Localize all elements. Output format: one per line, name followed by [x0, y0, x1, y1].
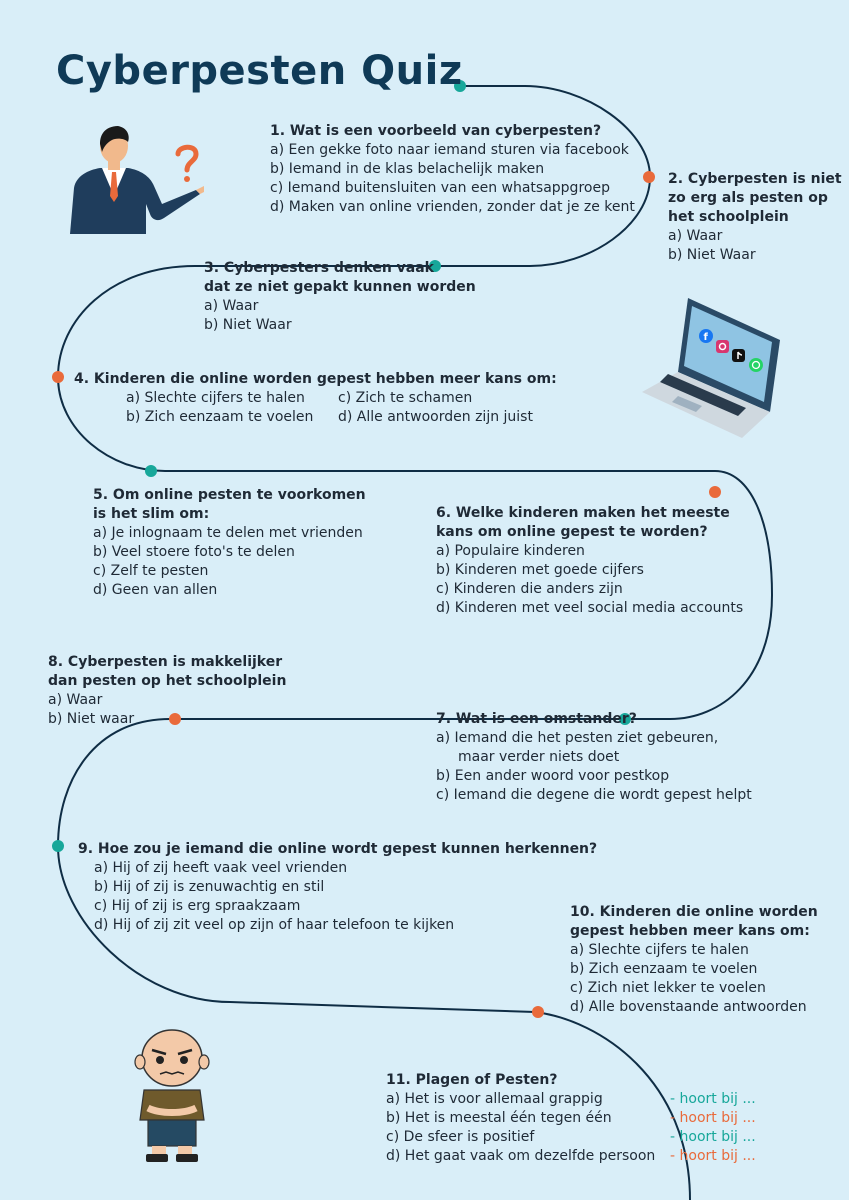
- path-dot-6: [709, 486, 721, 498]
- answer-option[interactable]: c) Iemand die degene die wordt gepest helpt: [436, 787, 752, 803]
- question-title: kans om online gepest te worden?: [436, 524, 708, 540]
- answer-option[interactable]: c) Zich niet lekker te voelen: [570, 980, 766, 996]
- answer-option[interactable]: c) De sfeer is positief: [386, 1129, 535, 1145]
- question-5: [93, 486, 366, 600]
- question-6: [436, 504, 743, 618]
- question-title: 2. Cyberpesten is niet: [668, 171, 842, 187]
- question-title: gepest hebben meer kans om:: [570, 923, 810, 939]
- answer-option[interactable]: b) Iemand in de klas belachelijk maken: [270, 161, 545, 177]
- laptop-icon: [638, 294, 798, 440]
- question-title: zo erg als pesten op: [668, 190, 828, 206]
- answer-option[interactable]: b) Een ander woord voor pestkop: [436, 768, 670, 784]
- question-8: [48, 653, 286, 729]
- question-1: [270, 122, 635, 217]
- hoort-bij-blank[interactable]: - hoort bij ...: [670, 1110, 756, 1126]
- answer-option[interactable]: d) Hij of zij zit veel op zijn of haar telefoon te kijken: [94, 917, 455, 933]
- hoort-bij-column: [670, 1090, 756, 1166]
- answer-option[interactable]: a) Populaire kinderen: [436, 543, 585, 559]
- answer-option[interactable]: b) Niet waar: [48, 711, 135, 727]
- question-title: 6. Welke kinderen maken het meeste: [436, 505, 730, 521]
- answer-option[interactable]: a) Iemand die het pesten ziet gebeuren,: [436, 730, 719, 746]
- answer-option[interactable]: b) Het is meestal één tegen één: [386, 1110, 612, 1126]
- question-mark-icon: [174, 144, 200, 184]
- question-4: [74, 370, 557, 427]
- answer-option[interactable]: c) Zich te schamen: [338, 390, 473, 406]
- question-title: 8. Cyberpesten is makkelijker: [48, 654, 283, 670]
- answer-option[interactable]: a) Het is voor allemaal grappig: [386, 1091, 603, 1107]
- answer-option[interactable]: d) Geen van allen: [93, 582, 218, 598]
- facebook-icon: [699, 329, 713, 343]
- path-dot-5: [145, 465, 157, 477]
- answer-option-continued[interactable]: maar verder niets doet: [458, 749, 620, 765]
- answer-option[interactable]: a) Waar: [48, 692, 103, 708]
- instagram-icon: [716, 340, 729, 353]
- question-title: 7. Wat is een omstander?: [436, 711, 637, 727]
- answer-option[interactable]: a) Waar: [204, 298, 259, 314]
- answer-option[interactable]: d) Maken van online vrienden, zonder dat je ze kent: [270, 199, 635, 215]
- page-title: Cyberpesten Quiz: [56, 48, 463, 94]
- answer-option[interactable]: d) Alle bovenstaande antwoorden: [570, 999, 807, 1015]
- answer-option[interactable]: c) Iemand buitensluiten van een whatsappgroep: [270, 180, 610, 196]
- svg-text:f: f: [703, 332, 708, 343]
- path-dot-9: [52, 840, 64, 852]
- question-title: 5. Om online pesten te voorkomen: [93, 487, 366, 503]
- path-dot-4: [52, 371, 64, 383]
- answer-option[interactable]: a) Hij of zij heeft vaak veel vrienden: [94, 860, 348, 876]
- question-2: [668, 170, 842, 265]
- question-10: [570, 903, 818, 1017]
- whatsapp-icon: [749, 358, 763, 372]
- question-11: [386, 1071, 655, 1166]
- answer-option[interactable]: b) Niet Waar: [668, 247, 756, 263]
- answer-option[interactable]: a) Slechte cijfers te halen: [570, 942, 749, 958]
- answer-option[interactable]: c) Kinderen die anders zijn: [436, 581, 623, 597]
- question-7: [436, 710, 752, 805]
- answer-option[interactable]: b) Veel stoere foto's te delen: [93, 544, 295, 560]
- question-title: 1. Wat is een voorbeeld van cyberpesten?: [270, 123, 602, 139]
- answer-option[interactable]: b) Zich eenzaam te voelen: [570, 961, 758, 977]
- question-title: 4. Kinderen die online worden gepest hebben meer kans om:: [74, 371, 557, 387]
- answer-option[interactable]: b) Hij of zij is zenuwachtig en stil: [94, 879, 325, 895]
- question-9: [78, 840, 597, 935]
- path-dot-2: [643, 171, 655, 183]
- answer-option[interactable]: b) Niet Waar: [204, 317, 292, 333]
- answer-option[interactable]: b) Zich eenzaam te voelen: [126, 409, 314, 425]
- question-title: 3. Cyberpesters denken vaak: [204, 260, 434, 276]
- tiktok-icon: [732, 349, 745, 362]
- question-title: is het slim om:: [93, 506, 210, 522]
- answer-option[interactable]: a) Waar: [668, 228, 723, 244]
- question-title: het schoolplein: [668, 209, 789, 225]
- question-title: dat ze niet gepakt kunnen worden: [204, 279, 476, 295]
- question-title: 9. Hoe zou je iemand die online wordt gepest kunnen herkennen?: [78, 841, 598, 857]
- answer-option[interactable]: a) Je inlognaam te delen met vrienden: [93, 525, 363, 541]
- bully-icon: [134, 1028, 214, 1164]
- question-title: 11. Plagen of Pesten?: [386, 1072, 558, 1088]
- question-3: [204, 259, 476, 335]
- answer-option[interactable]: d) Kinderen met veel social media accounts: [436, 600, 744, 616]
- hoort-bij-blank[interactable]: - hoort bij ...: [670, 1129, 756, 1145]
- hoort-bij-blank[interactable]: - hoort bij ...: [670, 1148, 756, 1164]
- hoort-bij-blank[interactable]: - hoort bij ...: [670, 1091, 756, 1107]
- answer-option[interactable]: a) Slechte cijfers te halen: [126, 390, 305, 406]
- answer-option[interactable]: d) Het gaat vaak om dezelfde persoon: [386, 1148, 656, 1164]
- question-title: dan pesten op het schoolplein: [48, 673, 287, 689]
- answer-option[interactable]: b) Kinderen met goede cijfers: [436, 562, 644, 578]
- answer-option[interactable]: d) Alle antwoorden zijn juist: [338, 409, 533, 425]
- answer-option[interactable]: c) Hij of zij is erg spraakzaam: [94, 898, 301, 914]
- answer-option[interactable]: c) Zelf te pesten: [93, 563, 209, 579]
- question-title: 10. Kinderen die online worden: [570, 904, 818, 920]
- answer-option[interactable]: a) Een gekke foto naar iemand sturen via facebook: [270, 142, 629, 158]
- path-dot-10: [532, 1006, 544, 1018]
